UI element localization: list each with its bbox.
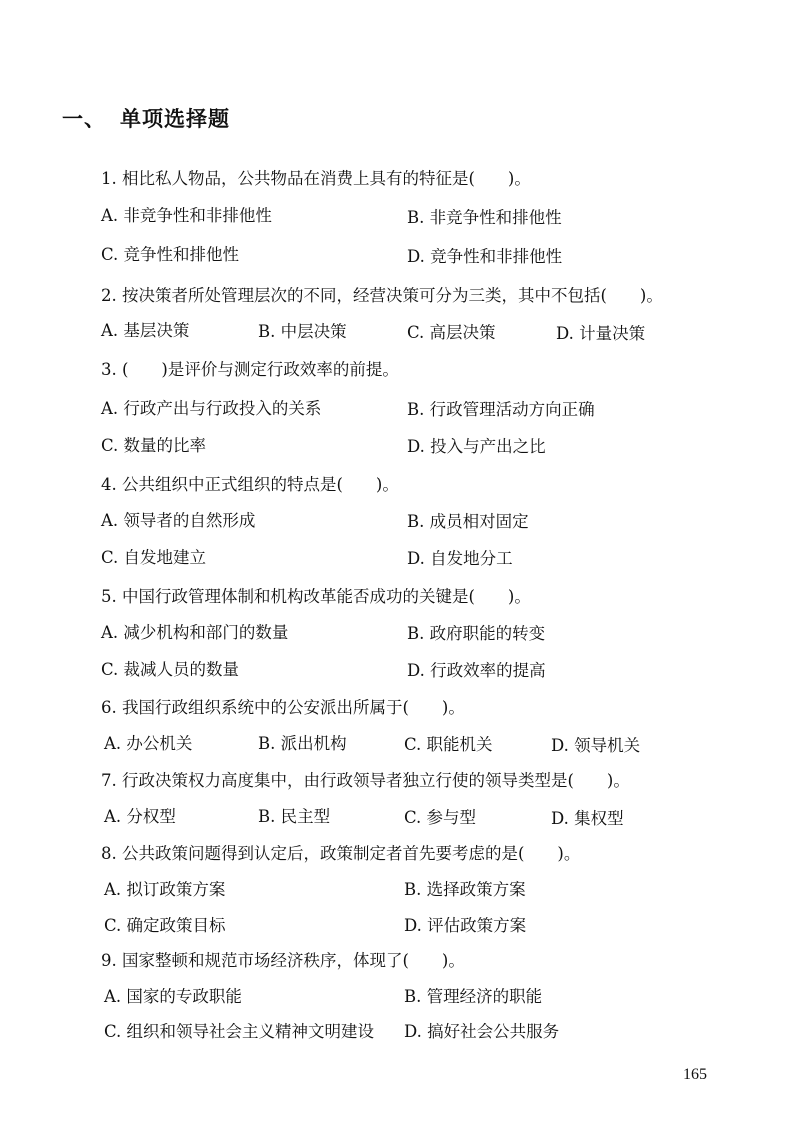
question-5-stem: 5. 中国行政管理体制和机构改革能否成功的关键是( )。 xyxy=(101,587,531,606)
question-2-option-a: A. 基层决策 xyxy=(101,321,190,340)
question-5-option-d: D. 行政效率的提高 xyxy=(407,661,546,680)
question-9-option-b: B. 管理经济的职能 xyxy=(404,987,543,1006)
question-8-option-a: A. 拟订政策方案 xyxy=(104,880,226,899)
section-heading: 单项选择题 xyxy=(120,107,230,131)
section-number: 一、 xyxy=(62,107,106,131)
question-1-stem: 1. 相比私人物品，公共物品在消费上具有的特征是( )。 xyxy=(101,169,531,188)
question-8-option-c: C. 确定政策目标 xyxy=(104,916,226,935)
question-1-option-b: B. 非竞争性和排他性 xyxy=(407,208,562,227)
section-title xyxy=(62,103,230,133)
question-5-option-c: C. 裁减人员的数量 xyxy=(101,660,240,679)
question-1-option-c: C. 竞争性和排他性 xyxy=(101,245,240,264)
question-6-option-b: B. 派出机构 xyxy=(258,734,347,753)
question-3-option-d: D. 投入与产出之比 xyxy=(407,437,546,456)
question-2-option-b: B. 中层决策 xyxy=(258,322,347,341)
question-7-option-b: B. 民主型 xyxy=(258,807,331,826)
question-7-option-a: A. 分权型 xyxy=(104,807,176,826)
question-5-option-a: A. 减少机构和部门的数量 xyxy=(101,623,289,642)
question-2-option-d: D. 计量决策 xyxy=(556,324,646,343)
question-4-option-d: D. 自发地分工 xyxy=(407,549,513,568)
question-9-option-a: A. 国家的专政职能 xyxy=(104,987,242,1006)
question-2-option-c: C. 高层决策 xyxy=(407,323,496,342)
question-4-option-a: A. 领导者的自然形成 xyxy=(101,511,256,530)
question-6-stem: 6. 我国行政组织系统中的公安派出所属于( )。 xyxy=(101,698,465,717)
question-8-stem: 8. 公共政策问题得到认定后，政策制定者首先要考虑的是( )。 xyxy=(101,844,581,863)
question-3-stem: 3. ( )是评价与测定行政效率的前提。 xyxy=(101,360,399,379)
question-7-option-c: C. 参与型 xyxy=(404,808,477,827)
question-3-option-c: C. 数量的比率 xyxy=(101,436,207,455)
question-4-option-c: C. 自发地建立 xyxy=(101,548,207,567)
question-9-stem: 9. 国家整顿和规范市场经济秩序，体现了( )。 xyxy=(101,951,465,970)
question-1-option-d: D. 竞争性和非排他性 xyxy=(407,247,563,266)
question-6-option-a: A. 办公机关 xyxy=(104,734,193,753)
question-7-stem: 7. 行政决策权力高度集中，由行政领导者独立行使的领导类型是( )。 xyxy=(101,771,630,790)
question-3-option-a: A. 行政产出与行政投入的关系 xyxy=(101,399,322,418)
question-9-option-d: D. 搞好社会公共服务 xyxy=(404,1022,560,1041)
page-number: 165 xyxy=(683,1066,707,1083)
question-9-option-c: C. 组织和领导社会主义精神文明建设 xyxy=(104,1022,375,1041)
question-6-option-d: D. 领导机关 xyxy=(551,736,641,755)
question-7-option-d: D. 集权型 xyxy=(551,809,624,828)
question-2-stem: 2. 按决策者所处管理层次的不同，经营决策可分为三类，其中不包括( )。 xyxy=(101,286,663,305)
question-3-option-b: B. 行政管理活动方向正确 xyxy=(407,400,595,419)
question-5-option-b: B. 政府职能的转变 xyxy=(407,624,546,643)
question-6-option-c: C. 职能机关 xyxy=(404,735,493,754)
question-8-option-d: D. 评估政策方案 xyxy=(404,916,527,935)
question-1-option-a: A. 非竞争性和非排他性 xyxy=(101,206,272,225)
question-8-option-b: B. 选择政策方案 xyxy=(404,880,526,899)
question-4-stem: 4. 公共组织中正式组织的特点是( )。 xyxy=(101,475,399,494)
question-4-option-b: B. 成员相对固定 xyxy=(407,512,529,531)
